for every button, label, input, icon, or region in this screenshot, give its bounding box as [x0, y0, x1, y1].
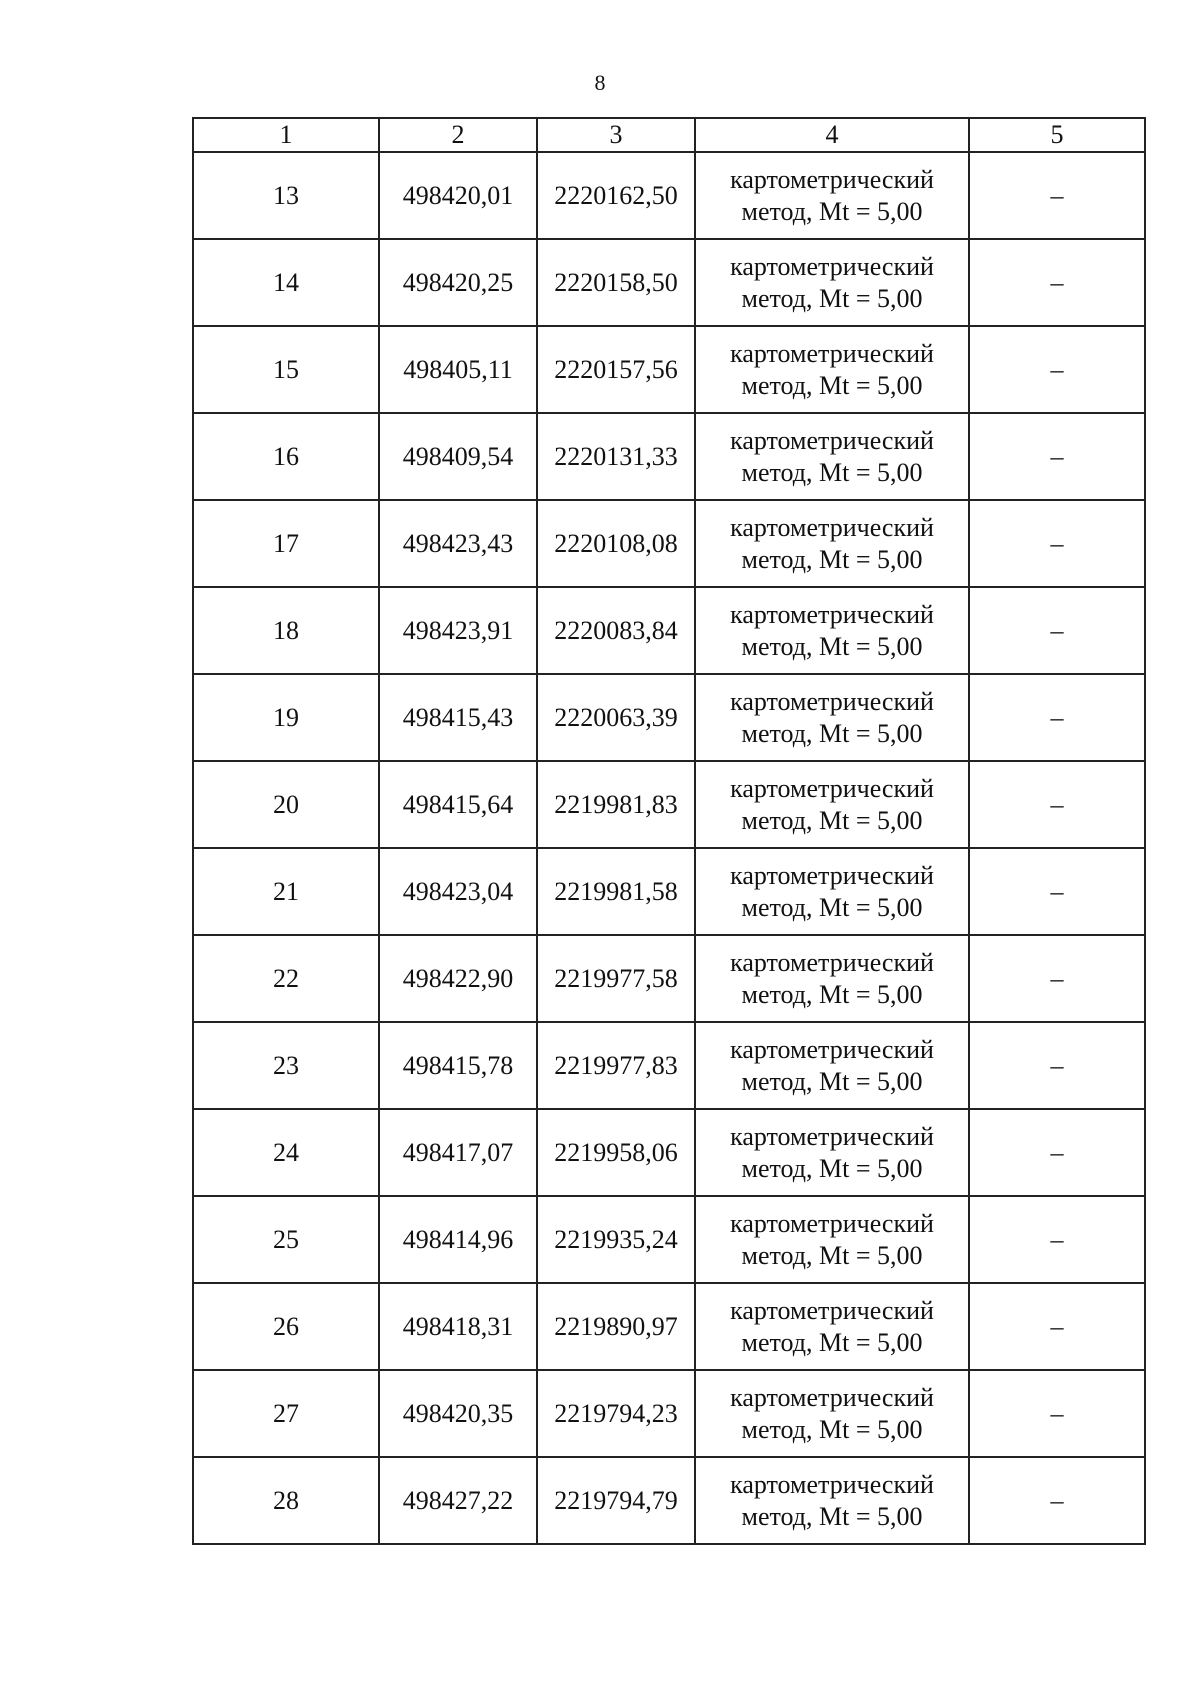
column-header-4: 4 — [695, 118, 969, 152]
point-number-cell: 15 — [193, 326, 379, 413]
y-coordinate-cell: 2219977,83 — [537, 1022, 695, 1109]
method-line-1: картометрический — [730, 1121, 934, 1151]
point-number-cell: 25 — [193, 1196, 379, 1283]
y-coordinate-cell: 2219935,24 — [537, 1196, 695, 1283]
point-number-cell: 19 — [193, 674, 379, 761]
method-cell — [695, 674, 969, 761]
method-line-2: метод, Mt = 5,00 — [741, 283, 923, 313]
point-number-cell: 13 — [193, 152, 379, 239]
table-row — [193, 1196, 1145, 1283]
method-line-2: метод, Mt = 5,00 — [741, 979, 923, 1009]
method-line-2: метод, Mt = 5,00 — [741, 370, 923, 400]
point-number-cell: 22 — [193, 935, 379, 1022]
point-number-cell: 20 — [193, 761, 379, 848]
y-coordinate-cell: 2219794,23 — [537, 1370, 695, 1457]
y-coordinate-cell: 2220158,50 — [537, 239, 695, 326]
column-header-5: 5 — [969, 118, 1145, 152]
method-cell — [695, 587, 969, 674]
method-cell — [695, 1283, 969, 1370]
column-5-cell: – — [969, 1022, 1145, 1109]
x-coordinate-cell: 498415,64 — [379, 761, 537, 848]
method-cell — [695, 935, 969, 1022]
column-5-cell: – — [969, 1283, 1145, 1370]
method-cell — [695, 761, 969, 848]
column-5-cell: – — [969, 239, 1145, 326]
point-number-cell: 14 — [193, 239, 379, 326]
column-5-cell: – — [969, 500, 1145, 587]
y-coordinate-cell: 2220131,33 — [537, 413, 695, 500]
y-coordinate-cell: 2220157,56 — [537, 326, 695, 413]
method-line-2: метод, Mt = 5,00 — [741, 1327, 923, 1357]
method-line-2: метод, Mt = 5,00 — [741, 805, 923, 835]
column-5-cell: – — [969, 674, 1145, 761]
method-cell — [695, 152, 969, 239]
method-line-2: метод, Mt = 5,00 — [741, 1501, 923, 1531]
table-row — [193, 761, 1145, 848]
method-line-2: метод, Mt = 5,00 — [741, 1153, 923, 1183]
method-line-1: картометрический — [730, 1034, 934, 1064]
method-line-2: метод, Mt = 5,00 — [741, 544, 923, 574]
x-coordinate-cell: 498414,96 — [379, 1196, 537, 1283]
y-coordinate-cell: 2220083,84 — [537, 587, 695, 674]
method-line-2: метод, Mt = 5,00 — [741, 631, 923, 661]
column-5-cell: – — [969, 152, 1145, 239]
x-coordinate-cell: 498423,43 — [379, 500, 537, 587]
table-row — [193, 326, 1145, 413]
column-5-cell: – — [969, 413, 1145, 500]
x-coordinate-cell: 498415,78 — [379, 1022, 537, 1109]
method-line-1: картометрический — [730, 164, 934, 194]
column-header-2: 2 — [379, 118, 537, 152]
method-cell — [695, 413, 969, 500]
method-line-2: метод, Mt = 5,00 — [741, 1066, 923, 1096]
method-cell — [695, 326, 969, 413]
table-body — [193, 152, 1145, 1544]
method-line-1: картометрический — [730, 1208, 934, 1238]
x-coordinate-cell: 498417,07 — [379, 1109, 537, 1196]
method-line-1: картометрический — [730, 1295, 934, 1325]
table-row — [193, 1457, 1145, 1544]
y-coordinate-cell: 2220108,08 — [537, 500, 695, 587]
point-number-cell: 24 — [193, 1109, 379, 1196]
column-header-1: 1 — [193, 118, 379, 152]
column-5-cell: – — [969, 848, 1145, 935]
column-5-cell: – — [969, 1109, 1145, 1196]
y-coordinate-cell: 2219981,83 — [537, 761, 695, 848]
method-cell — [695, 1457, 969, 1544]
method-cell — [695, 1022, 969, 1109]
point-number-cell: 16 — [193, 413, 379, 500]
method-line-1: картометрический — [730, 512, 934, 542]
method-cell — [695, 848, 969, 935]
method-line-1: картометрический — [730, 599, 934, 629]
column-5-cell: – — [969, 761, 1145, 848]
point-number-cell: 27 — [193, 1370, 379, 1457]
table-row — [193, 500, 1145, 587]
table-row — [193, 848, 1145, 935]
x-coordinate-cell: 498420,35 — [379, 1370, 537, 1457]
table-row — [193, 152, 1145, 239]
method-line-1: картометрический — [730, 686, 934, 716]
table-row — [193, 1022, 1145, 1109]
table-row — [193, 935, 1145, 1022]
y-coordinate-cell: 2219981,58 — [537, 848, 695, 935]
x-coordinate-cell: 498423,91 — [379, 587, 537, 674]
y-coordinate-cell: 2220162,50 — [537, 152, 695, 239]
point-number-cell: 17 — [193, 500, 379, 587]
y-coordinate-cell: 2219890,97 — [537, 1283, 695, 1370]
table-row — [193, 1109, 1145, 1196]
y-coordinate-cell: 2220063,39 — [537, 674, 695, 761]
column-5-cell: – — [969, 1457, 1145, 1544]
method-line-1: картометрический — [730, 860, 934, 890]
method-line-1: картометрический — [730, 251, 934, 281]
column-5-cell: – — [969, 1370, 1145, 1457]
point-number-cell: 26 — [193, 1283, 379, 1370]
method-line-2: метод, Mt = 5,00 — [741, 892, 923, 922]
table-row — [193, 1370, 1145, 1457]
x-coordinate-cell: 498420,01 — [379, 152, 537, 239]
column-5-cell: – — [969, 587, 1145, 674]
point-number-cell: 21 — [193, 848, 379, 935]
x-coordinate-cell: 498405,11 — [379, 326, 537, 413]
method-line-2: метод, Mt = 5,00 — [741, 718, 923, 748]
table-row — [193, 413, 1145, 500]
x-coordinate-cell: 498415,43 — [379, 674, 537, 761]
method-cell — [695, 1370, 969, 1457]
point-number-cell: 18 — [193, 587, 379, 674]
column-5-cell: – — [969, 935, 1145, 1022]
point-number-cell: 23 — [193, 1022, 379, 1109]
method-cell — [695, 500, 969, 587]
table-row — [193, 1283, 1145, 1370]
page-number: 8 — [594, 70, 606, 95]
method-line-2: метод, Mt = 5,00 — [741, 457, 923, 487]
method-cell — [695, 1109, 969, 1196]
method-line-2: метод, Mt = 5,00 — [741, 196, 923, 226]
column-5-cell: – — [969, 326, 1145, 413]
x-coordinate-cell: 498427,22 — [379, 1457, 537, 1544]
method-line-1: картометрический — [730, 773, 934, 803]
method-line-2: метод, Mt = 5,00 — [741, 1414, 923, 1444]
x-coordinate-cell: 498420,25 — [379, 239, 537, 326]
column-header-3: 3 — [537, 118, 695, 152]
y-coordinate-cell: 2219977,58 — [537, 935, 695, 1022]
method-line-1: картометрический — [730, 1469, 934, 1499]
table-header-row — [193, 118, 1145, 152]
x-coordinate-cell: 498418,31 — [379, 1283, 537, 1370]
method-line-1: картометрический — [730, 338, 934, 368]
table-row — [193, 239, 1145, 326]
method-line-1: картометрический — [730, 425, 934, 455]
method-line-1: картометрический — [730, 1382, 934, 1412]
y-coordinate-cell: 2219794,79 — [537, 1457, 695, 1544]
method-cell — [695, 1196, 969, 1283]
method-line-1: картометрический — [730, 947, 934, 977]
y-coordinate-cell: 2219958,06 — [537, 1109, 695, 1196]
table-row — [193, 674, 1145, 761]
x-coordinate-cell: 498409,54 — [379, 413, 537, 500]
column-5-cell: – — [969, 1196, 1145, 1283]
point-number-cell: 28 — [193, 1457, 379, 1544]
x-coordinate-cell: 498423,04 — [379, 848, 537, 935]
method-line-2: метод, Mt = 5,00 — [741, 1240, 923, 1270]
x-coordinate-cell: 498422,90 — [379, 935, 537, 1022]
method-cell — [695, 239, 969, 326]
table-row — [193, 587, 1145, 674]
coordinates-table — [192, 117, 1146, 1545]
